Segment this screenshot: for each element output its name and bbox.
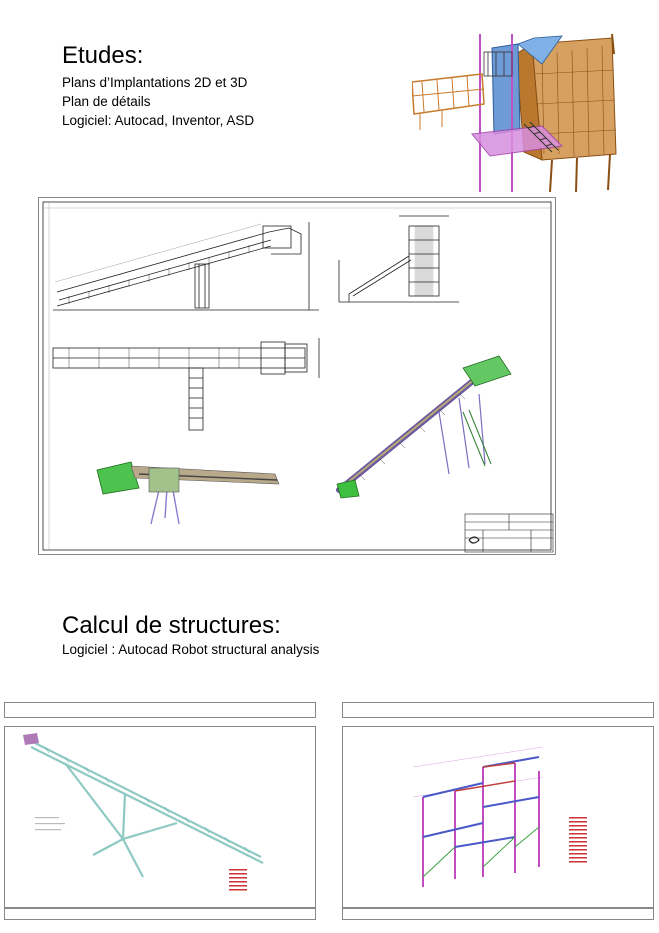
section-title-etudes: Etudes: — [62, 42, 144, 69]
etudes-line-1: Plans d’Implantations 2D et 3D — [62, 75, 248, 90]
etudes-line-3: Logiciel: Autocad, Inventor, ASD — [62, 113, 255, 128]
etudes-line-2: Plan de détails — [62, 94, 151, 109]
section-title-calcul: Calcul de structures: — [62, 612, 281, 639]
robot-header-box — [4, 702, 316, 718]
robot-footer-box — [4, 908, 316, 920]
robot-header-box-2 — [342, 702, 654, 718]
conveyor-2d-drawing — [38, 197, 556, 555]
robot-analysis-screenshot-right — [342, 702, 654, 920]
robot-footer-box-2 — [342, 908, 654, 920]
robot-analysis-screenshot-left — [4, 702, 316, 920]
robot-view-box-2 — [342, 726, 654, 908]
calcul-line-1: Logiciel : Autocad Robot structural analysis — [62, 642, 320, 657]
robot-view-box — [4, 726, 316, 908]
structure-3d-render — [412, 34, 624, 192]
